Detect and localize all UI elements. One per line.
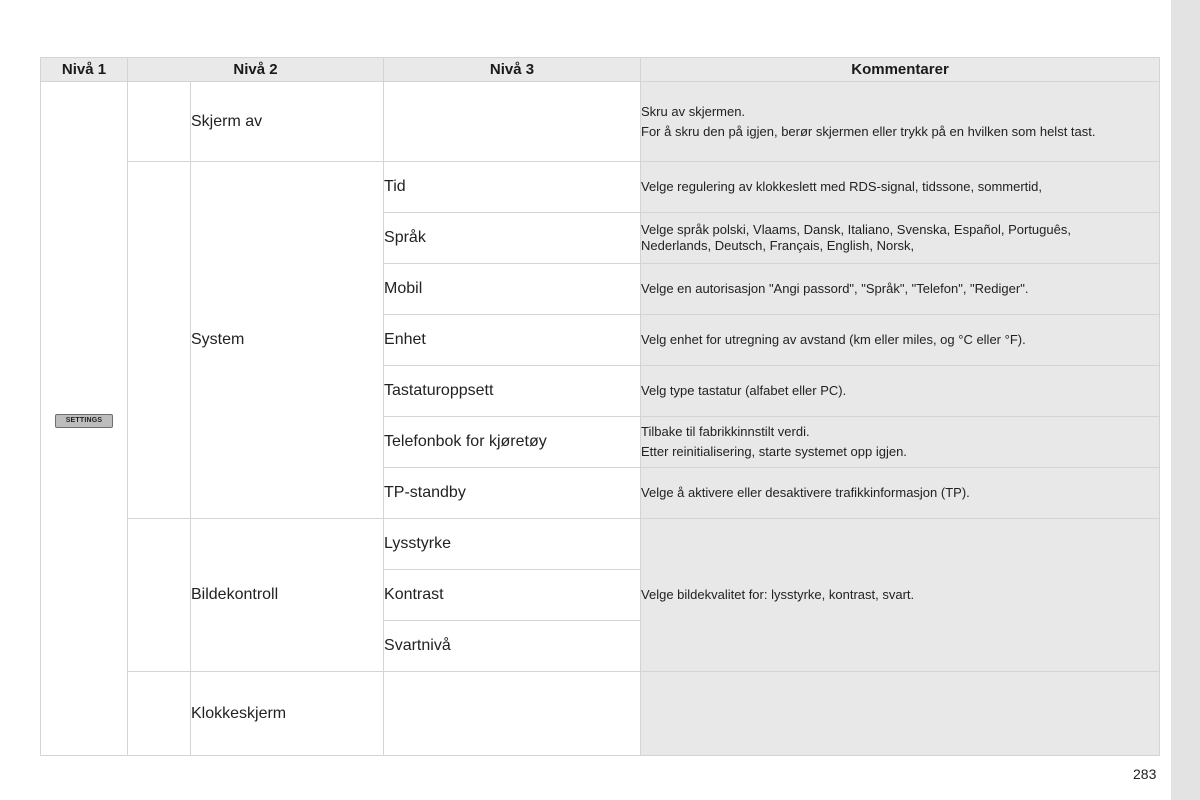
level3-enhet: Enhet xyxy=(384,315,641,366)
level3-empty xyxy=(384,672,641,756)
header-level3: Nivå 3 xyxy=(384,58,641,82)
comment-mobil: Velge en autorisasjon "Angi passord", "Språk", "Telefon", "Rediger". xyxy=(641,264,1160,315)
comment-tp-standby: Velge å aktivere eller desaktivere trafikkinformasjon (TP). xyxy=(641,468,1160,519)
level3-empty xyxy=(384,82,641,162)
comment-empty xyxy=(641,672,1160,756)
header-level1: Nivå 1 xyxy=(41,58,128,82)
settings-badge-icon: SETTINGS xyxy=(55,414,113,428)
header-level2: Nivå 2 xyxy=(128,58,384,82)
level2-skjerm-av: Skjerm av xyxy=(191,82,384,162)
level3-telefonbok: Telefonbok for kjøretøy xyxy=(384,417,641,468)
comment-bildekontroll: Velge bildekvalitet for: lysstyrke, kontrast, svart. xyxy=(641,519,1160,672)
settings-menu-table xyxy=(40,57,1160,756)
comment-line: Skru av skjermen. xyxy=(641,103,746,119)
level3-mobil: Mobil xyxy=(384,264,641,315)
level2-icon-cell xyxy=(128,82,191,162)
table-row xyxy=(41,162,1160,213)
table-row xyxy=(41,519,1160,570)
page-edge-strip xyxy=(1171,0,1200,800)
table-header-row xyxy=(41,58,1160,82)
level3-tid: Tid xyxy=(384,162,641,213)
level2-icon-cell xyxy=(128,162,191,519)
level3-tp-standby: TP-standby xyxy=(384,468,641,519)
table-row xyxy=(41,82,1160,162)
level3-tastatur: Tastaturoppsett xyxy=(384,366,641,417)
comment-line: Tilbake til fabrikkinnstilt verdi. xyxy=(641,424,810,439)
level2-icon-cell xyxy=(128,672,191,756)
level2-klokkeskjerm: Klokkeskjerm xyxy=(191,672,384,756)
comment-tastatur: Velg type tastatur (alfabet eller PC). xyxy=(641,366,1160,417)
level2-system: System xyxy=(191,162,384,519)
comment-enhet: Velg enhet for utregning av avstand (km eller miles, og °C eller °F). xyxy=(641,315,1160,366)
level3-sprak: Språk xyxy=(384,213,641,264)
level2-bildekontroll: Bildekontroll xyxy=(191,519,384,672)
comment-telefonbok xyxy=(641,417,1160,468)
comment-skjerm-av xyxy=(641,82,1160,162)
comment-line: Velge språk polski, Vlaams, Dansk, Italiano, Svenska, Español, Português, xyxy=(641,222,1071,237)
page-number: 283 xyxy=(1133,766,1157,782)
comment-sprak xyxy=(641,213,1160,264)
header-comments: Kommentarer xyxy=(641,58,1160,82)
comment-line: Etter reinitialisering, starte systemet opp igjen. xyxy=(641,444,907,459)
level3-kontrast: Kontrast xyxy=(384,570,641,621)
level3-lysstyrke: Lysstyrke xyxy=(384,519,641,570)
level3-svartniva: Svartnivå xyxy=(384,621,641,672)
comment-line: For å skru den på igjen, berør skjermen eller trykk på en hvilken som helst tast. xyxy=(641,123,1096,139)
comment-tid: Velge regulering av klokkeslett med RDS-signal, tidssone, sommertid, xyxy=(641,162,1160,213)
level2-icon-cell xyxy=(128,519,191,672)
comment-line: Nederlands, Deutsch, Français, English, Norsk, xyxy=(641,238,915,253)
level1-cell xyxy=(41,82,128,756)
table-row xyxy=(41,672,1160,756)
